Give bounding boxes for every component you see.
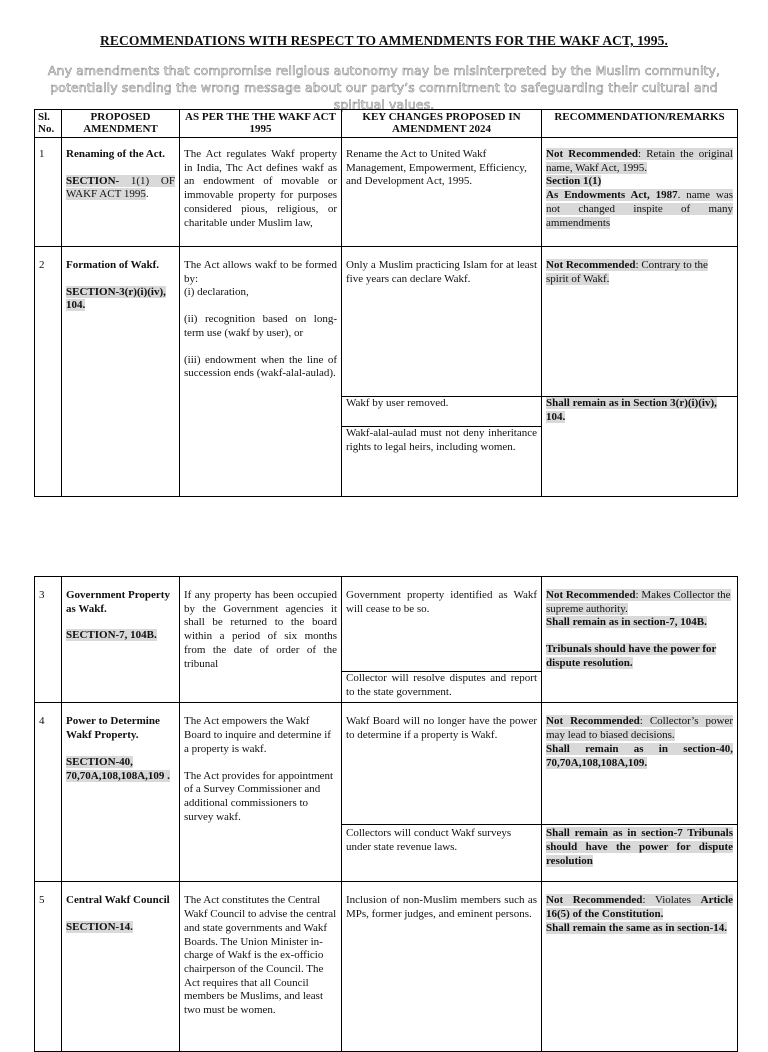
row-2-act: The Act allows wakf to be formed by: (i) declaration, (ii) recognition based on long-term use (wakf by user), or (iii) endowment when the line of succession ends (wakf-alal-aulad). <box>180 247 342 497</box>
row-3-recommendation: Not Recommended: Makes Collector the supreme authority. Shall remain as in section-7, 104B. Tribunals should have the power for dispute resolution. <box>542 577 738 703</box>
row-2-key-b: Wakf by user removed. <box>342 397 542 427</box>
header-key-changes: KEY CHANGES PROPOSED IN AMENDMENT 2024 <box>342 110 542 138</box>
row-5-sl: 5 <box>35 882 62 1052</box>
row-1-sl: 1 <box>35 138 62 247</box>
row-4-rec-b: Shall remain as in section-7 Tribunals should have the power for dispute resolution <box>542 825 738 882</box>
row-1-recommendation: Not Recommended: Retain the original name, Wakf Act, 1995. Section 1(1) As Endowments Act, 1987. name was not changed inspite of many ammendments <box>542 138 738 247</box>
table-row <box>35 882 738 1052</box>
row-2-section: SECTION-3(r)(i)(iv), 104. <box>66 285 166 312</box>
document-title: RECOMMENDATIONS WITH RESPECT TO AMMENDMENTS FOR THE WAKF ACT, 1995. <box>100 33 668 48</box>
row-1-title: Renaming of the Act. <box>66 148 165 160</box>
row-5-recommendation: Not Recommended: Violates Article 16(5) of the Constitution. Shall remain the same as in section-14. <box>542 882 738 1052</box>
row-4-title: Power to Determine Wakf Property. <box>66 715 160 742</box>
table-header-row <box>35 110 738 138</box>
row-3-title: Government Property as Wakf. <box>66 589 170 615</box>
header-as-per-act: AS PER THE THE WAKF ACT 1995 <box>180 110 342 138</box>
autonomy-note: Any amendments that compromise religious autonomy may be misinterpreted by the Muslim community, potentially sending the wrong message about our party’s commitment to safeguarding their cultural and spiritual values. <box>47 63 721 112</box>
row-2-sl: 2 <box>35 247 62 497</box>
row-4-key-a: Wakf Board will no longer have the power to determine if a property is Wakf. <box>342 703 542 825</box>
row-1-proposed <box>62 138 180 247</box>
row-1-section: SECTION- 1(1) OF WAKF ACT 1995. <box>66 174 175 201</box>
row-3-section: SECTION-7, 104B. <box>66 629 157 642</box>
recommendations-table-part-2 <box>34 576 738 1052</box>
table-row <box>35 138 738 247</box>
row-2-key-a: Only a Muslim practicing Islam for at least five years can declare Wakf. <box>342 247 542 397</box>
row-5-title: Central Wakf Council <box>66 894 170 907</box>
header-sl-no: Sl. No. <box>35 110 62 138</box>
row-4-section: SECTION-40, 70,70A,108,108A,109 . <box>66 755 170 782</box>
row-4-key-b: Collectors will conduct Wakf surveys under state revenue laws. <box>342 825 542 882</box>
row-4-sl: 4 <box>35 703 62 882</box>
row-2-key-c: Wakf-alal-aulad must not deny inheritance rights to legal heirs, including women. <box>342 427 542 497</box>
row-2-rec-b: Shall remain as in Section 3(r)(i)(iv), 104. <box>542 397 738 497</box>
row-4-proposed <box>62 703 180 882</box>
row-3-sl: 3 <box>35 577 62 703</box>
table-row <box>35 703 738 825</box>
row-1-act: The Act regulates Wakf property in India, Thc Act defines wakf as an endowment of movable or immovable property for purposes considered pious, religious, or charitable under Muslim law, <box>180 138 342 247</box>
row-3-key-a: Government property identified as Wakf will cease to be so. <box>342 577 542 672</box>
row-5-proposed <box>62 882 180 1052</box>
row-5-act: The Act constitutes the Central Wakf Council to advise the central and state governments and Wakf Boards. The Union Minister in-charge of Wakf is the ex-officio chairperson of the Council. The Act requires that all Council members be Muslims, and least two must be women. <box>180 882 342 1052</box>
row-4-act: The Act empowers the Wakf Board to inquire and determine if a property is wakf. The Act provides for appointment of a Survey Commissioner and additional commissioners to survey wakf. <box>180 703 342 882</box>
row-5-section: SECTION-14. <box>66 921 133 934</box>
row-3-proposed <box>62 577 180 703</box>
row-2-proposed <box>62 247 180 497</box>
row-2-rec-a: Not Recommended: Contrary to the spirit of Wakf. <box>542 247 738 397</box>
row-2-title: Formation of Wakf. <box>66 259 159 271</box>
recommendations-table-part-1 <box>34 109 738 497</box>
row-3-act: If any property has been occupied by the Government agencies it shall be returned to the board within a period of six months from the date of order of the tribunal <box>180 577 342 703</box>
row-1-key-changes: Rename the Act to United Wakf Management, Empowerment, Efficiency, and Development Act, 1995. <box>342 138 542 247</box>
row-4-rec-a: Not Recommended: Collector’s power may lead to biased decisions. Shall remain as in section-40, 70,70A,108,108A,109. <box>542 703 738 825</box>
row-5-key: Inclusion of non-Muslim members such as MPs, former judges, and eminent persons. <box>342 882 542 1052</box>
table-row <box>35 577 738 672</box>
row-3-key-b: Collector will resolve disputes and report to the state government. <box>342 672 542 703</box>
table-row <box>35 247 738 397</box>
header-recommendation: RECOMMENDATION/REMARKS <box>542 110 738 138</box>
header-proposed-amendment: PROPOSED AMENDMENT <box>62 110 180 138</box>
